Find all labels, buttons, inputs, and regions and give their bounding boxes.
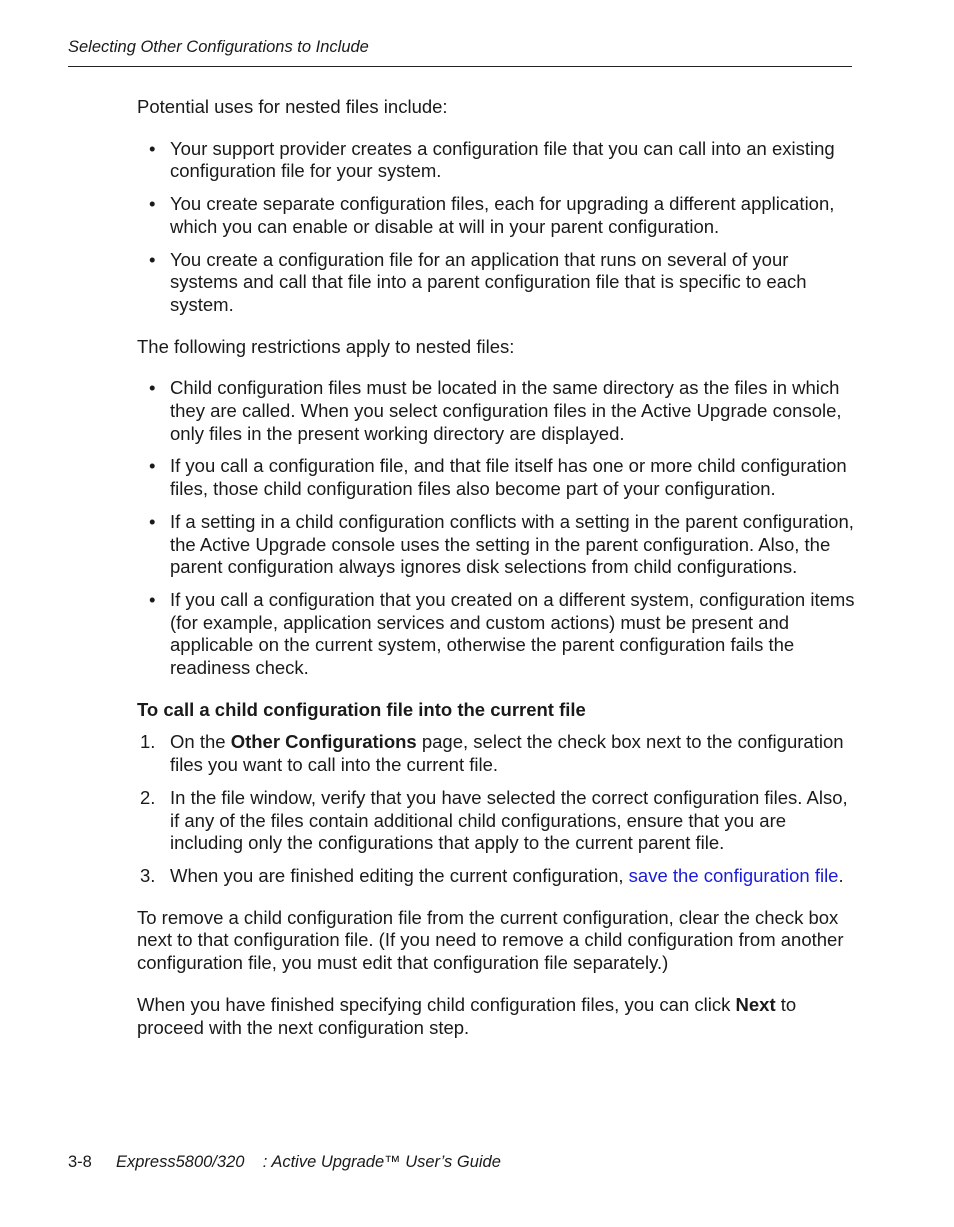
step-item [137,787,857,855]
list-item-text: If a setting in a child configuration conflicts with a setting in the parent configuration, the Active Upgrade console uses the setting in the parent configuration. Also, the parent configuration always ignores disk selections from child configurations. [170,510,854,578]
step-text-pre: When you are finished editing the current configuration, [170,864,629,886]
bullet-icon: • [149,193,156,215]
list-item-text: If you call a configuration that you created on a different system, configuration items (for example, application services and custom actions) must be present and applicable on the current system, otherwise the parent configuration fails the readiness check. [170,588,855,679]
ui-term-next: Next [735,993,776,1015]
list-item [137,455,857,500]
bullet-icon: • [149,510,156,532]
bullet-icon: • [149,248,156,270]
step-text: In the file window, verify that you have selected the correct configuration files. Also, if any of the files contain additional child configurations, ensure that you are including only the configurations that apply to the current parent file. [170,786,848,854]
step-number: 2. [140,786,156,808]
list-item [137,249,857,317]
uses-list [137,138,857,317]
bullet-icon: • [149,455,156,477]
step-item [137,731,857,776]
finish-text-post: to proceed with the next configuration step. [137,993,797,1038]
bullet-icon: • [149,377,156,399]
finish-paragraph [137,994,857,1039]
list-item [137,138,857,183]
remove-paragraph: To remove a child configuration file from the current configuration, clear the check box next to that configuration file. (If you need to remove a child configuration from another configuration file, you must edit that configuration file separately.) [137,906,844,974]
page-number: 3-8 [68,1153,92,1171]
step-text-post: page, select the check box next to the configuration files you want to call into the current file. [170,731,844,776]
list-item [137,193,857,238]
list-item-text: You create separate configuration files, each for upgrading a different application, which you can enable or disable at will in your parent configuration. [170,193,835,237]
finish-text-pre: When you have finished specifying child configuration files, you can click [137,993,736,1015]
list-item [137,377,857,445]
step-item [137,865,857,888]
step-text-pre: On the [170,731,231,753]
ui-term-other-configurations: Other Configurations [230,731,417,753]
restrictions-intro: The following restrictions apply to nested files: [137,335,515,357]
bullet-icon: • [149,588,156,610]
list-item [137,589,857,680]
list-item-text: Child configuration files must be located in the same directory as the files in which they are called. When you select configuration files in the Active Upgrade console, only files in the present working directory are displayed. [170,377,842,444]
step-text-post: . [838,864,844,886]
list-item-text: Your support provider creates a configuration file that you can call into an existing configuration file for your system. [170,137,835,182]
page-footer [68,1153,501,1172]
save-configuration-link[interactable]: save the configuration file [628,864,839,886]
list-item-text: You create a configuration file for an application that runs on several of your systems and call that file into a parent configuration file that is specific to each system. [170,248,807,315]
list-item-text: If you call a configuration file, and that file itself has one or more child configuration files, those child configuration files also become part of your configuration. [170,455,847,500]
restrictions-list [137,377,857,679]
step-number: 3. [140,864,156,886]
step-number: 1. [140,731,156,753]
list-item [137,511,857,579]
procedure-heading: To call a child configuration file into the current file [137,698,586,720]
book-title: Express5800/320 : Active Upgrade™ User’s Guide [116,1153,501,1171]
bullet-icon: • [149,137,156,159]
procedure-steps [137,731,857,887]
intro-paragraph: Potential uses for nested files include: [137,96,448,117]
running-header: Selecting Other Configurations to Include [68,38,852,67]
page-body [137,96,857,1058]
